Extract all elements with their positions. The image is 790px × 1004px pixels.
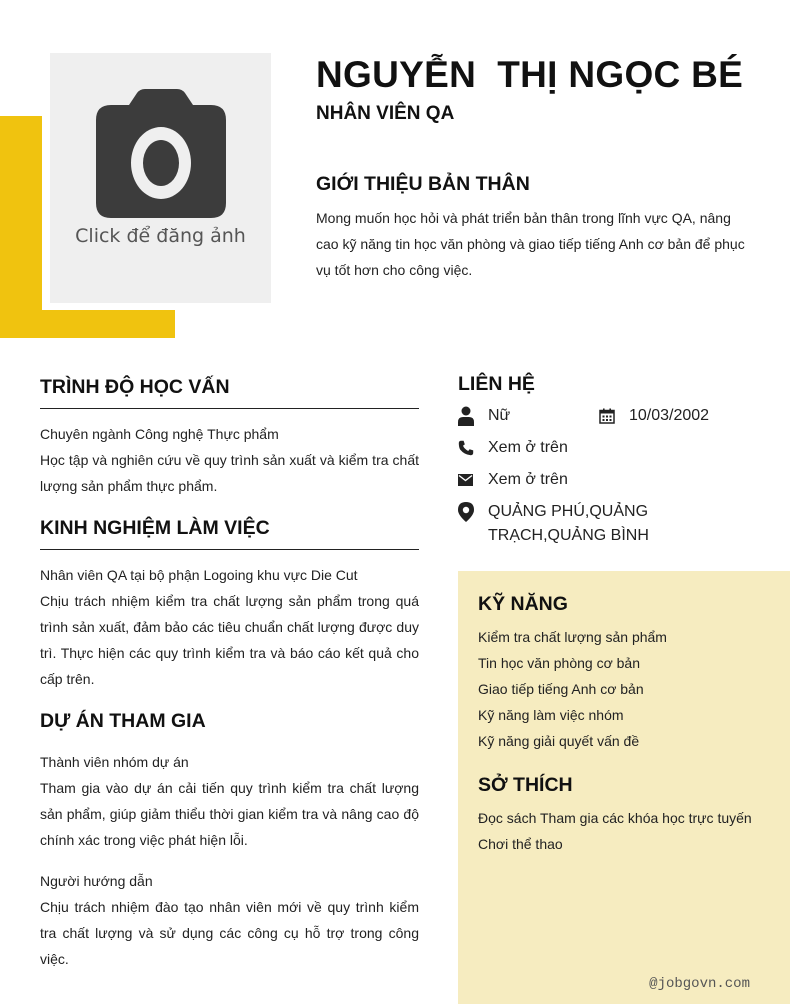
skills-hobbies-panel — [458, 571, 790, 1004]
project-role: Người hướng dẫn — [40, 873, 153, 889]
phone-icon — [458, 436, 488, 460]
education-title: TRÌNH ĐỘ HỌC VẤN — [40, 376, 419, 409]
candidate-position: NHÂN VIÊN QA — [316, 103, 455, 124]
person-icon — [458, 404, 488, 428]
about-title: GIỚI THIỆU BẢN THÂN — [316, 173, 530, 195]
experience-description: Chịu trách nhiệm kiểm tra chất lượng sản phẩm trong quá trình sản xuất, đảm bảo các tiêu chuẩn chất lượng được duy trì. Thực hiện các quy trình kiểm tra và báo cáo kết quả cho cấp trên. — [40, 593, 419, 687]
project-role: Thành viên nhóm dự án — [40, 754, 189, 770]
accent-bar-horizontal — [0, 310, 175, 338]
experience-role: Nhân viên QA tại bộ phận Logoing khu vực Die Cut — [40, 567, 358, 583]
birthdate-value: 10/03/2002 — [629, 407, 710, 424]
skill-item: Kiểm tra chất lượng sản phẩm — [478, 629, 667, 645]
contact-birthdate — [599, 404, 709, 428]
candidate-name: NGUYỄN THỊ NGỌC BÉ — [316, 54, 744, 95]
education-section — [40, 376, 419, 499]
projects-section — [40, 710, 419, 972]
contact-section — [458, 373, 758, 544]
education-major: Chuyên ngành Công nghệ Thực phẩm — [40, 426, 279, 442]
project-description: Tham gia vào dự án cải tiến quy trình kiểm tra chất lượng sản phẩm, giúp giảm thiểu thời gian kiểm tra và nâng cao độ chính xác trong việc phát hiện lỗi. — [40, 780, 419, 848]
mail-icon — [458, 468, 488, 492]
contact-title: LIÊN HỆ — [458, 373, 535, 395]
contact-address — [458, 500, 758, 548]
contact-email — [458, 468, 568, 492]
camera-icon — [95, 89, 227, 219]
calendar-icon — [599, 404, 629, 428]
watermark: @jobgovn.com — [649, 976, 750, 992]
experience-section — [40, 517, 419, 692]
photo-upload-label: Click để đăng ảnh — [75, 225, 246, 247]
about-text: Mong muốn học hỏi và phát triển bản thân trong lĩnh vực QA, nâng cao kỹ năng tin học văn phòng và giao tiếp tiếng Anh cơ bản để phục vụ tốt hơn cho công việc. — [316, 210, 745, 278]
skill-item: Tin học văn phòng cơ bản — [478, 655, 640, 671]
location-pin-icon — [458, 500, 488, 524]
experience-title: KINH NGHIỆM LÀM VIỆC — [40, 517, 419, 550]
project-description: Chịu trách nhiệm đào tạo nhân viên mới về quy trình kiểm tra chất lượng và sử dụng các công cụ hỗ trợ trong công việc. — [40, 899, 419, 967]
skill-item: Giao tiếp tiếng Anh cơ bản — [478, 681, 644, 697]
left-column — [40, 376, 419, 990]
contact-phone — [458, 436, 568, 460]
skill-item: Kỹ năng làm việc nhóm — [478, 707, 624, 723]
hobbies-title: SỞ THÍCH — [478, 774, 573, 796]
about-section — [316, 173, 746, 283]
education-description: Học tập và nghiên cứu về quy trình sản xuất và kiểm tra chất lượng sản phẩm thực phẩm. — [40, 452, 419, 494]
email-value: Xem ở trên — [488, 471, 568, 488]
projects-title: DỰ ÁN THAM GIA — [40, 710, 206, 732]
skill-item: Kỹ năng giải quyết vấn đề — [478, 733, 640, 749]
accent-bar-vertical — [0, 116, 42, 338]
hobby-item: Chơi thể thao — [478, 836, 563, 852]
gender-value: Nữ — [488, 407, 511, 424]
photo-upload[interactable] — [50, 53, 271, 303]
phone-value: Xem ở trên — [488, 439, 568, 456]
skills-title: KỸ NĂNG — [478, 593, 568, 615]
contact-gender — [458, 404, 510, 428]
address-value: QUẢNG PHÚ,QUẢNG TRẠCH,QUẢNG BÌNH — [488, 503, 649, 544]
hobby-item: Đọc sách Tham gia các khóa học trực tuyến — [478, 810, 752, 826]
